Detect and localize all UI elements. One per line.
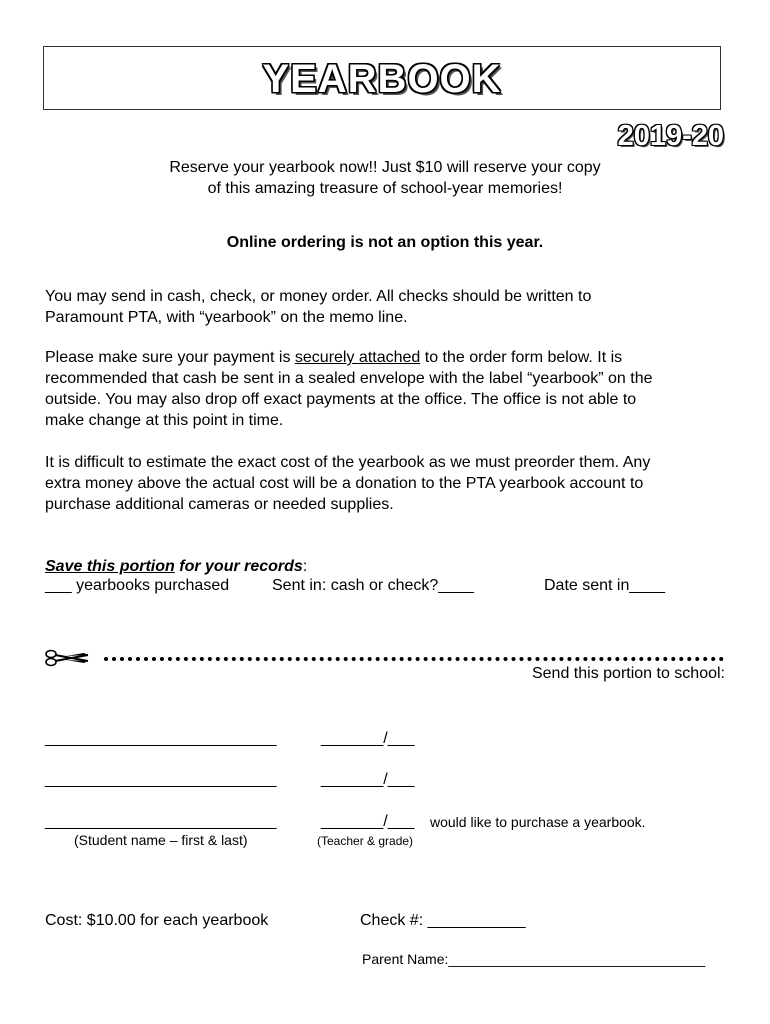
records-heading-rest: for your records [174,558,303,575]
student-name-blank-1[interactable]: __________________________ [45,730,277,747]
title-box [43,46,721,110]
teacher-grade-label: (Teacher & grade) [317,834,414,848]
intro-line-1: Reserve your yearbook now!! Just $10 will reserve your copy [169,159,601,176]
teacher-grade-blank-2[interactable]: _______/___ [321,771,415,788]
online-notice: Online ordering is not an option this year. [226,234,544,251]
yearbooks-purchased: ___ yearbooks purchased [45,577,230,594]
send-portion-label: Send this portion to school: [531,665,725,682]
check-number-field[interactable]: Check #: ___________ [360,912,526,929]
student-name-blank-3[interactable]: __________________________ [45,813,277,830]
sent-in-method: Sent in: cash or check?____ [272,577,474,594]
cut-line [104,657,724,661]
records-heading-colon: : [302,558,308,575]
records-heading [45,556,735,577]
scissors-icon [44,648,90,668]
secure-line-2: recommended that cash be sent in a sealed envelope with the label “yearbook” on the [45,370,653,387]
secure-line-3: outside. You may also drop off exact payments at the office. The office is not able to [45,391,637,408]
secure-pre: Please make sure your payment is [45,349,295,366]
cost-line-3: purchase additional cameras or needed supplies. [45,496,394,513]
secure-post: to the order form below. It is [420,349,623,366]
intro-line-2: of this amazing treasure of school-year memories! [207,180,563,197]
cost-label: Cost: $10.00 for each yearbook [45,912,269,929]
secure-line-1 [45,347,735,368]
payment-line-1: You may send in cash, check, or money order. All checks should be written to [45,288,592,305]
student-name-label: (Student name – first & last) [74,832,248,848]
records-heading-underlined: Save this portion [45,558,175,575]
secure-paragraph [45,347,735,431]
payment-paragraph [45,286,735,328]
date-sent: Date sent in____ [544,577,665,594]
teacher-grade-blank-1[interactable]: _______/___ [321,730,415,747]
secure-underlined: securely attached [294,349,421,366]
cost-line-1: It is difficult to estimate the exact cost of the yearbook as we must preorder them. Any [45,454,651,471]
parent-name-field[interactable]: Parent Name:_________________________________ [362,951,706,967]
page-title: YEARBOOK [262,57,502,101]
purchase-note: would like to purchase a yearbook. [430,814,646,830]
teacher-grade-blank-3[interactable]: _______/___ [321,813,415,830]
cost-paragraph [45,452,735,515]
cost-line-2: extra money above the actual cost will be a donation to the PTA yearbook account to [45,475,644,492]
secure-line-4: make change at this point in time. [45,412,284,429]
payment-line-2: Paramount PTA, with “yearbook” on the memo line. [45,309,408,326]
school-year: 2019-20 [617,120,724,152]
student-name-blank-2[interactable]: __________________________ [45,771,277,788]
